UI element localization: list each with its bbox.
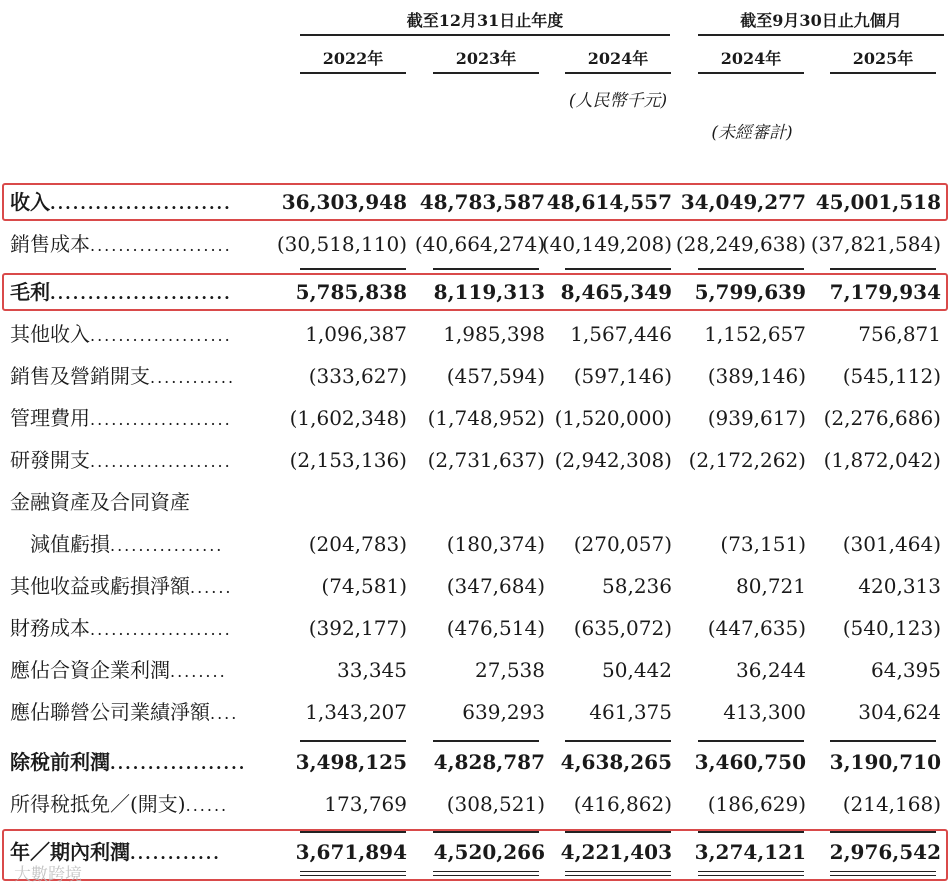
header-rule-fiscal-year	[300, 34, 670, 36]
row-leader-dots: ....................	[90, 620, 232, 639]
cell-value: (476,514)	[446, 616, 545, 640]
row-leader-dots: ......	[190, 578, 233, 597]
double-rule-net-1	[300, 871, 406, 876]
row-label	[10, 182, 232, 222]
cell-value: (30,518,110)	[276, 232, 407, 256]
cell-value: 7,179,934	[829, 280, 941, 304]
cell-value: (301,464)	[842, 532, 941, 556]
cell-value: 45,001,518	[815, 190, 941, 214]
cell-value: 64,395	[871, 658, 941, 682]
year-underline-3	[565, 72, 671, 74]
cell-value: (2,942,308)	[554, 448, 672, 472]
cell-value: 173,769	[324, 792, 407, 816]
watermark-logo: 大數跨境	[14, 865, 82, 885]
rule-above-net-2	[433, 831, 539, 833]
cell-value: (186,629)	[707, 792, 806, 816]
row-leader-dots: ....................	[90, 410, 232, 429]
row-label	[10, 650, 227, 690]
table-row	[0, 742, 952, 782]
row-leader-dots: ......	[185, 796, 229, 815]
rule-above-gross-2	[433, 268, 539, 270]
cell-value: 3,498,125	[295, 750, 407, 774]
cell-value: (2,172,262)	[688, 448, 806, 472]
year-underline-4	[698, 72, 804, 74]
cell-value: (73,151)	[720, 532, 806, 556]
cell-value: 34,049,277	[680, 190, 806, 214]
header-group-nine-months: 截至9月30日止九個月	[740, 11, 902, 30]
table-row	[0, 356, 952, 396]
rule-above-pretax-4	[698, 740, 804, 742]
row-leader-dots: ....................	[90, 326, 232, 345]
row-label	[10, 314, 232, 354]
row-label-text: 金融資產及合同資產	[10, 490, 190, 514]
rule-above-net-3	[565, 831, 671, 833]
row-leader-dots: ................	[110, 536, 224, 555]
cell-value: (333,627)	[308, 364, 407, 388]
row-leader-dots: ............	[130, 844, 221, 863]
cell-value: 639,293	[462, 700, 545, 724]
rule-above-gross-3	[565, 268, 671, 270]
cell-value: 3,190,710	[829, 750, 941, 774]
cell-value: 3,460,750	[694, 750, 806, 774]
year-underline-5	[830, 72, 936, 74]
cell-value: 5,785,838	[295, 280, 407, 304]
cell-value: (635,072)	[573, 616, 672, 640]
cell-value: 1,567,446	[570, 322, 672, 346]
cell-value: 3,671,894	[295, 840, 407, 864]
row-label	[10, 272, 232, 312]
row-label	[10, 608, 232, 648]
table-row	[0, 650, 952, 690]
rule-above-pretax-1	[300, 740, 406, 742]
table-row	[0, 482, 952, 522]
cell-value: (204,783)	[308, 532, 407, 556]
year-underline-2	[433, 72, 539, 74]
row-label	[10, 566, 233, 606]
cell-value: 756,871	[858, 322, 941, 346]
cell-value: 304,624	[858, 700, 941, 724]
year-col-3: 2024年	[587, 49, 649, 68]
cell-value: 33,345	[337, 658, 407, 682]
cell-value: 1,985,398	[443, 322, 545, 346]
table-row	[0, 832, 952, 872]
row-label	[10, 224, 232, 264]
table-row	[0, 566, 952, 606]
cell-value: (457,594)	[446, 364, 545, 388]
row-label-text: 其他收入	[10, 322, 90, 346]
cell-value: (389,146)	[707, 364, 806, 388]
row-label-text: 銷售成本	[10, 232, 90, 256]
table-row	[0, 784, 952, 824]
cell-value: 48,614,557	[546, 190, 672, 214]
unaudited-note: (未經審計)	[711, 123, 793, 143]
cell-value: (416,862)	[573, 792, 672, 816]
cell-value: 58,236	[602, 574, 672, 598]
row-label-text: 年／期內利潤	[10, 840, 130, 864]
header-group-fiscal-year: 截至12月31日止年度	[406, 11, 564, 30]
rule-above-pretax-2	[433, 740, 539, 742]
currency-note: (人民幣千元)	[568, 91, 668, 111]
row-leader-dots: ............	[150, 368, 236, 387]
cell-value: (74,581)	[321, 574, 407, 598]
cell-value: (180,374)	[446, 532, 545, 556]
row-label-text: 研發開支	[10, 448, 90, 472]
cell-value: (392,177)	[308, 616, 407, 640]
cell-value: (40,149,208)	[541, 232, 672, 256]
cell-value: (2,276,686)	[823, 406, 941, 430]
cell-value: 4,221,403	[560, 840, 672, 864]
row-label	[10, 524, 223, 564]
cell-value: (1,748,952)	[427, 406, 545, 430]
cell-value	[656, 482, 806, 522]
cell-value: (1,520,000)	[554, 406, 672, 430]
row-label	[10, 398, 232, 438]
cell-value: 50,442	[602, 658, 672, 682]
cell-value: 4,638,265	[560, 750, 672, 774]
row-label	[10, 784, 228, 824]
cell-value: 8,119,313	[433, 280, 545, 304]
double-rule-net-2	[433, 871, 539, 876]
cell-value: 413,300	[723, 700, 806, 724]
cell-value: 5,799,639	[694, 280, 806, 304]
cell-value: (540,123)	[842, 616, 941, 640]
cell-value: (37,821,584)	[810, 232, 941, 256]
cell-value: 4,520,266	[433, 840, 545, 864]
table-row	[0, 224, 952, 264]
year-col-4: 2024年	[720, 49, 782, 68]
table-row	[0, 692, 952, 732]
row-label-text: 減值虧損	[10, 532, 110, 556]
rule-above-gross-1	[300, 268, 406, 270]
row-leader-dots: ........................	[50, 284, 232, 303]
table-row	[0, 398, 952, 438]
cell-value: 48,783,587	[419, 190, 545, 214]
row-leader-dots: ....................	[90, 236, 232, 255]
row-label-text: 應佔聯營公司業績淨額	[10, 700, 210, 724]
cell-value: 80,721	[736, 574, 806, 598]
cell-value: (1,872,042)	[823, 448, 941, 472]
cell-value	[522, 482, 672, 522]
table-row	[0, 524, 952, 564]
cell-value: 27,538	[475, 658, 545, 682]
row-label-text: 管理費用	[10, 406, 90, 430]
rule-above-net-5	[830, 831, 936, 833]
cell-value: 1,096,387	[305, 322, 407, 346]
rule-above-gross-4	[698, 268, 804, 270]
year-col-5: 2025年	[852, 49, 914, 68]
cell-value: 4,828,787	[433, 750, 545, 774]
cell-value: 36,303,948	[281, 190, 407, 214]
row-label	[10, 692, 238, 732]
row-label-text: 所得稅抵免／(開支)	[10, 792, 186, 816]
row-label-text: 除稅前利潤	[10, 750, 110, 774]
cell-value	[257, 482, 407, 522]
table-row	[0, 182, 952, 222]
row-label-text: 毛利	[10, 280, 50, 304]
cell-value: (40,664,274)	[414, 232, 545, 256]
row-leader-dots: ....	[210, 704, 239, 723]
row-leader-dots: ........................	[50, 194, 232, 213]
cell-value: 1,343,207	[305, 700, 407, 724]
cell-value: (270,057)	[573, 532, 672, 556]
table-row	[0, 440, 952, 480]
year-underline-1	[300, 72, 406, 74]
year-col-1: 2022年	[322, 49, 384, 68]
cell-value: 3,274,121	[694, 840, 806, 864]
row-label-text: 銷售及營銷開支	[10, 364, 150, 388]
row-label	[10, 356, 235, 396]
rule-above-gross-5	[830, 268, 936, 270]
table-row	[0, 314, 952, 354]
cell-value: (1,602,348)	[289, 406, 407, 430]
row-label	[10, 482, 190, 522]
rule-above-pretax-3	[565, 740, 671, 742]
table-row	[0, 272, 952, 312]
year-col-2: 2023年	[455, 49, 517, 68]
cell-value: 461,375	[589, 700, 672, 724]
cell-value: (28,249,638)	[675, 232, 806, 256]
cell-value: (2,153,136)	[289, 448, 407, 472]
cell-value: 8,465,349	[560, 280, 672, 304]
header-rule-nine-months	[698, 34, 944, 36]
row-leader-dots: ....................	[90, 452, 232, 471]
row-label-text: 財務成本	[10, 616, 90, 640]
row-label-text: 收入	[10, 190, 50, 214]
table-row	[0, 608, 952, 648]
cell-value: 2,976,542	[829, 840, 941, 864]
row-label-text: 應佔合資企業利潤	[10, 658, 170, 682]
rule-above-net-1	[300, 831, 406, 833]
row-label	[10, 440, 232, 480]
cell-value: 1,152,657	[704, 322, 806, 346]
row-leader-dots: ........	[170, 662, 227, 681]
cell-value: 420,313	[858, 574, 941, 598]
rule-above-net-4	[698, 831, 804, 833]
rule-above-pretax-5	[830, 740, 936, 742]
cell-value: (347,684)	[446, 574, 545, 598]
cell-value: (2,731,637)	[427, 448, 545, 472]
cell-value: 36,244	[736, 658, 806, 682]
cell-value: (447,635)	[707, 616, 806, 640]
double-rule-net-5	[830, 871, 936, 876]
row-label	[10, 742, 246, 782]
double-rule-net-3	[565, 871, 671, 876]
row-leader-dots: ..................	[110, 754, 247, 773]
cell-value: (308,521)	[446, 792, 545, 816]
cell-value: (597,146)	[573, 364, 672, 388]
cell-value: (545,112)	[842, 364, 941, 388]
double-rule-net-4	[698, 871, 804, 876]
row-label-text: 其他收益或虧損淨額	[10, 574, 190, 598]
cell-value: (939,617)	[707, 406, 806, 430]
cell-value: (214,168)	[842, 792, 941, 816]
cell-value	[791, 482, 941, 522]
